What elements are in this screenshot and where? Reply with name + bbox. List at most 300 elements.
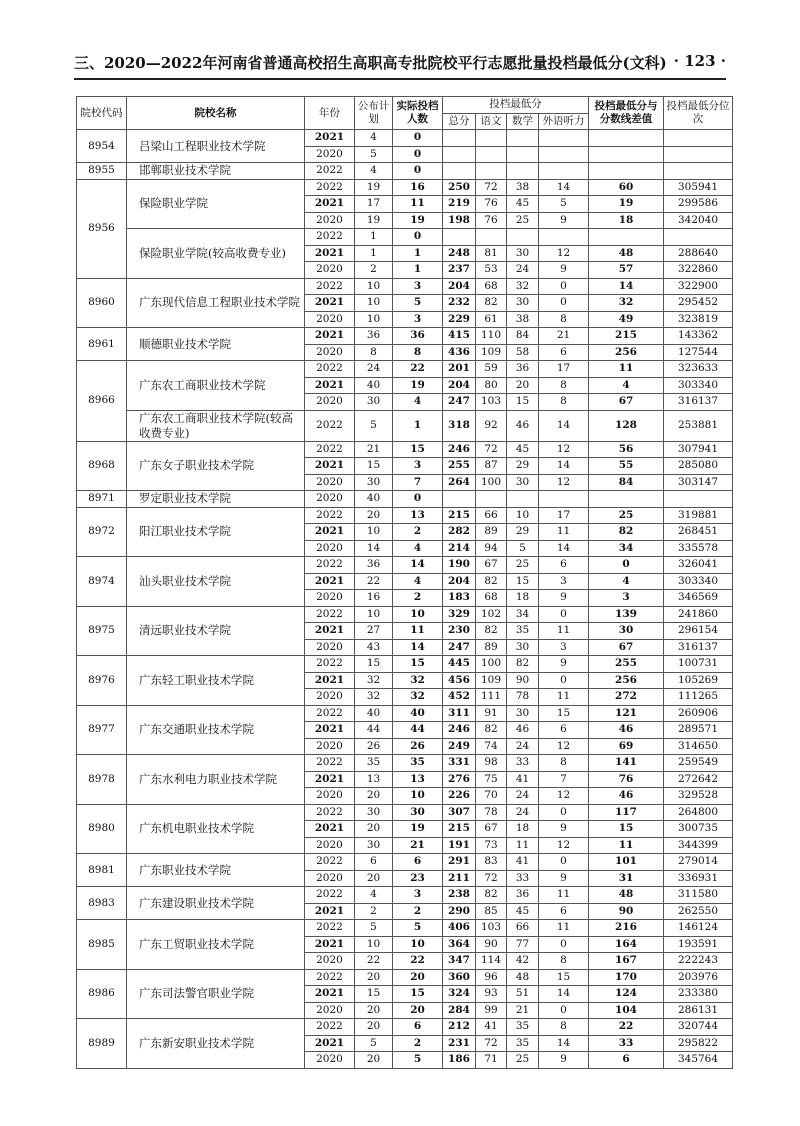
- cell-plan: 20: [355, 870, 393, 887]
- cell-listening: 21: [539, 328, 589, 345]
- cell-listening: 12: [539, 441, 589, 458]
- cell-rank: [664, 491, 733, 508]
- cell-rank: 289571: [664, 722, 733, 739]
- cell-total: 360: [443, 969, 476, 986]
- school-name: 广东建设职业技术学院: [127, 887, 305, 920]
- cell-year: 2022: [305, 887, 355, 904]
- cell-rank: [664, 229, 733, 246]
- cell-total: 231: [443, 1035, 476, 1052]
- cell-math: 30: [507, 705, 539, 722]
- cell-diff: 32: [589, 295, 664, 312]
- cell-listening: 9: [539, 870, 589, 887]
- col-min-score-group-header: 投档最低分: [443, 97, 589, 114]
- cell-enrolled: 32: [393, 689, 443, 706]
- cell-enrolled: 15: [393, 656, 443, 673]
- col-chinese-header: 语文: [476, 113, 507, 130]
- cell-chinese: 102: [476, 606, 507, 623]
- cell-diff: [589, 130, 664, 147]
- cell-year: 2021: [305, 196, 355, 213]
- cell-chinese: 72: [476, 870, 507, 887]
- cell-enrolled: 23: [393, 870, 443, 887]
- cell-diff: 104: [589, 1002, 664, 1019]
- cell-math: 36: [507, 887, 539, 904]
- cell-listening: 11: [539, 623, 589, 640]
- school-name: 清远职业技术学院: [127, 606, 305, 656]
- school-name: 邯郸职业技术学院: [127, 163, 305, 180]
- cell-plan: 15: [355, 986, 393, 1003]
- school-name: 广东新安职业技术学院: [127, 1019, 305, 1069]
- cell-chinese: 85: [476, 903, 507, 920]
- cell-math: 29: [507, 524, 539, 541]
- cell-enrolled: 1: [393, 262, 443, 279]
- table-header: [77, 97, 733, 130]
- cell-year: 2021: [305, 1035, 355, 1052]
- cell-math: 18: [507, 590, 539, 607]
- cell-plan: 40: [355, 491, 393, 508]
- cell-total: 191: [443, 837, 476, 854]
- school-code: 8980: [77, 804, 127, 854]
- cell-rank: 193591: [664, 936, 733, 953]
- cell-listening: 7: [539, 771, 589, 788]
- cell-total: 204: [443, 278, 476, 295]
- cell-enrolled: 10: [393, 606, 443, 623]
- cell-listening: 14: [539, 410, 589, 441]
- cell-year: 2020: [305, 474, 355, 491]
- cell-listening: 12: [539, 738, 589, 755]
- cell-listening: 3: [539, 639, 589, 656]
- cell-math: 33: [507, 870, 539, 887]
- school-name: 广东机电职业技术学院: [127, 804, 305, 854]
- cell-listening: 15: [539, 705, 589, 722]
- cell-math: 24: [507, 788, 539, 805]
- cell-year: 2022: [305, 804, 355, 821]
- cell-plan: 5: [355, 146, 393, 163]
- col-listening-header: 外语听力: [539, 113, 589, 130]
- cell-plan: 36: [355, 328, 393, 345]
- cell-chinese: 73: [476, 837, 507, 854]
- cell-rank: 259549: [664, 755, 733, 772]
- admission-score-table: [76, 96, 733, 1069]
- cell-rank: 322900: [664, 278, 733, 295]
- cell-plan: 21: [355, 441, 393, 458]
- table-row: [77, 278, 733, 295]
- cell-chinese: 111: [476, 689, 507, 706]
- cell-listening: 11: [539, 689, 589, 706]
- cell-rank: 344399: [664, 837, 733, 854]
- cell-total: 324: [443, 986, 476, 1003]
- cell-diff: 3: [589, 590, 664, 607]
- cell-math: 29: [507, 458, 539, 475]
- cell-enrolled: 2: [393, 903, 443, 920]
- cell-year: 2020: [305, 639, 355, 656]
- cell-plan: 4: [355, 130, 393, 147]
- cell-enrolled: 13: [393, 771, 443, 788]
- school-name: 顺德职业技术学院: [127, 328, 305, 361]
- cell-rank: 299586: [664, 196, 733, 213]
- cell-diff: 30: [589, 623, 664, 640]
- cell-year: 2021: [305, 328, 355, 345]
- cell-rank: 323633: [664, 361, 733, 378]
- cell-enrolled: 10: [393, 936, 443, 953]
- table-row: [77, 1019, 733, 1036]
- cell-diff: 11: [589, 837, 664, 854]
- col-name-header: 院校名称: [127, 97, 305, 130]
- cell-plan: 10: [355, 295, 393, 312]
- cell-listening: 8: [539, 755, 589, 772]
- cell-total: [443, 163, 476, 180]
- cell-listening: 14: [539, 986, 589, 1003]
- cell-diff: 11: [589, 361, 664, 378]
- cell-listening: 15: [539, 969, 589, 986]
- cell-chinese: 103: [476, 920, 507, 937]
- cell-total: 255: [443, 458, 476, 475]
- cell-year: 2020: [305, 590, 355, 607]
- cell-enrolled: 3: [393, 887, 443, 904]
- cell-math: [507, 163, 539, 180]
- cell-plan: 30: [355, 837, 393, 854]
- cell-total: 229: [443, 311, 476, 328]
- cell-rank: 100731: [664, 656, 733, 673]
- cell-diff: 34: [589, 540, 664, 557]
- cell-chinese: 94: [476, 540, 507, 557]
- cell-total: 318: [443, 410, 476, 441]
- cell-rank: 146124: [664, 920, 733, 937]
- cell-plan: 20: [355, 1052, 393, 1069]
- cell-diff: 56: [589, 441, 664, 458]
- cell-diff: 256: [589, 344, 664, 361]
- cell-total: 290: [443, 903, 476, 920]
- cell-enrolled: 4: [393, 573, 443, 590]
- cell-diff: 272: [589, 689, 664, 706]
- cell-enrolled: 35: [393, 755, 443, 772]
- cell-listening: 9: [539, 656, 589, 673]
- col-rank-header: 投档最低分位次: [664, 97, 733, 130]
- cell-listening: 0: [539, 804, 589, 821]
- cell-plan: 10: [355, 311, 393, 328]
- cell-listening: 6: [539, 557, 589, 574]
- cell-diff: 0: [589, 557, 664, 574]
- cell-year: 2022: [305, 854, 355, 871]
- cell-total: 219: [443, 196, 476, 213]
- school-name: 罗定职业技术学院: [127, 491, 305, 508]
- cell-year: 2022: [305, 361, 355, 378]
- cell-year: 2020: [305, 311, 355, 328]
- cell-listening: 0: [539, 1002, 589, 1019]
- cell-plan: 8: [355, 344, 393, 361]
- cell-plan: 30: [355, 394, 393, 411]
- cell-rank: 268451: [664, 524, 733, 541]
- table-row: [77, 920, 733, 937]
- cell-diff: 67: [589, 639, 664, 656]
- table-row: [77, 656, 733, 673]
- cell-enrolled: 19: [393, 377, 443, 394]
- cell-math: 25: [507, 557, 539, 574]
- cell-math: 36: [507, 361, 539, 378]
- cell-plan: 10: [355, 278, 393, 295]
- cell-chinese: 99: [476, 1002, 507, 1019]
- cell-diff: [589, 146, 664, 163]
- school-name: 广东水利电力职业技术学院: [127, 755, 305, 805]
- cell-chinese: 100: [476, 474, 507, 491]
- cell-listening: 9: [539, 590, 589, 607]
- cell-rank: 305941: [664, 179, 733, 196]
- cell-math: 45: [507, 441, 539, 458]
- cell-enrolled: 2: [393, 590, 443, 607]
- table-body: [77, 130, 733, 1069]
- school-name: 汕头职业技术学院: [127, 557, 305, 607]
- cell-math: [507, 491, 539, 508]
- cell-year: 2022: [305, 920, 355, 937]
- cell-enrolled: 13: [393, 507, 443, 524]
- cell-plan: 20: [355, 1019, 393, 1036]
- cell-plan: 10: [355, 524, 393, 541]
- table-row: [77, 179, 733, 196]
- cell-enrolled: 5: [393, 1052, 443, 1069]
- cell-math: 5: [507, 540, 539, 557]
- cell-chinese: 61: [476, 311, 507, 328]
- cell-math: 41: [507, 771, 539, 788]
- cell-year: 2022: [305, 755, 355, 772]
- school-name: 广东司法警官职业学院: [127, 969, 305, 1019]
- cell-rank: 335578: [664, 540, 733, 557]
- cell-listening: [539, 130, 589, 147]
- page-title: 三、2020—2022年河南省普通高校招生高职高专批院校平行志愿批量投档最低分(文科): [74, 54, 667, 72]
- cell-year: 2022: [305, 1019, 355, 1036]
- cell-rank: 233380: [664, 986, 733, 1003]
- cell-enrolled: 40: [393, 705, 443, 722]
- cell-chinese: 87: [476, 458, 507, 475]
- cell-listening: 17: [539, 507, 589, 524]
- cell-rank: 342040: [664, 212, 733, 229]
- cell-diff: 167: [589, 953, 664, 970]
- table-row: [77, 229, 733, 246]
- cell-diff: 139: [589, 606, 664, 623]
- cell-year: 2021: [305, 672, 355, 689]
- school-name: 广东农工商职业技术学院(较高收费专业): [127, 410, 305, 441]
- cell-year: 2020: [305, 394, 355, 411]
- cell-math: 35: [507, 1035, 539, 1052]
- cell-year: 2021: [305, 903, 355, 920]
- cell-year: 2022: [305, 229, 355, 246]
- col-total-header: 总分: [443, 113, 476, 130]
- cell-plan: 5: [355, 1035, 393, 1052]
- cell-math: 78: [507, 689, 539, 706]
- cell-diff: 60: [589, 179, 664, 196]
- cell-total: 230: [443, 623, 476, 640]
- cell-year: 2020: [305, 491, 355, 508]
- cell-diff: 48: [589, 245, 664, 262]
- cell-year: 2020: [305, 953, 355, 970]
- col-diff-header: 投档最低分与分数线差值: [589, 97, 664, 130]
- cell-total: 364: [443, 936, 476, 953]
- cell-diff: 117: [589, 804, 664, 821]
- cell-chinese: [476, 146, 507, 163]
- table-row: [77, 606, 733, 623]
- cell-enrolled: 26: [393, 738, 443, 755]
- cell-listening: 14: [539, 179, 589, 196]
- cell-rank: 279014: [664, 854, 733, 871]
- school-code: 8972: [77, 507, 127, 557]
- cell-chinese: 53: [476, 262, 507, 279]
- cell-listening: 17: [539, 361, 589, 378]
- cell-total: 347: [443, 953, 476, 970]
- cell-year: 2022: [305, 705, 355, 722]
- cell-rank: 300735: [664, 821, 733, 838]
- cell-plan: 44: [355, 722, 393, 739]
- cell-plan: 26: [355, 738, 393, 755]
- cell-chinese: 41: [476, 1019, 507, 1036]
- cell-math: 45: [507, 903, 539, 920]
- cell-total: 211: [443, 870, 476, 887]
- cell-year: 2022: [305, 606, 355, 623]
- cell-chinese: 103: [476, 394, 507, 411]
- cell-diff: 49: [589, 311, 664, 328]
- cell-enrolled: 44: [393, 722, 443, 739]
- cell-year: 2021: [305, 821, 355, 838]
- cell-enrolled: 0: [393, 491, 443, 508]
- cell-enrolled: 3: [393, 278, 443, 295]
- cell-chinese: 96: [476, 969, 507, 986]
- cell-plan: 15: [355, 656, 393, 673]
- cell-plan: 6: [355, 854, 393, 871]
- cell-rank: 264800: [664, 804, 733, 821]
- school-code: 8966: [77, 361, 127, 442]
- table-row: [77, 507, 733, 524]
- cell-math: 66: [507, 920, 539, 937]
- school-name: 吕梁山工程职业技术学院: [127, 130, 305, 163]
- cell-chinese: 90: [476, 936, 507, 953]
- cell-rank: 326041: [664, 557, 733, 574]
- cell-listening: 0: [539, 606, 589, 623]
- table-row: [77, 361, 733, 378]
- cell-listening: 0: [539, 672, 589, 689]
- school-code: 8983: [77, 887, 127, 920]
- school-name: 保险职业学院: [127, 179, 305, 229]
- cell-plan: 10: [355, 606, 393, 623]
- cell-enrolled: 21: [393, 837, 443, 854]
- cell-total: 183: [443, 590, 476, 607]
- cell-listening: [539, 163, 589, 180]
- cell-enrolled: 6: [393, 854, 443, 871]
- cell-chinese: 93: [476, 986, 507, 1003]
- cell-diff: 67: [589, 394, 664, 411]
- school-name: 保险职业学院(较高收费专业): [127, 229, 305, 279]
- table-row: [77, 804, 733, 821]
- cell-total: 246: [443, 441, 476, 458]
- cell-total: 232: [443, 295, 476, 312]
- school-name: 广东职业技术学院: [127, 854, 305, 887]
- table-row: [77, 854, 733, 871]
- cell-plan: 4: [355, 887, 393, 904]
- cell-chinese: 74: [476, 738, 507, 755]
- cell-rank: 303340: [664, 573, 733, 590]
- cell-enrolled: 5: [393, 920, 443, 937]
- cell-plan: 13: [355, 771, 393, 788]
- cell-total: [443, 146, 476, 163]
- cell-listening: 8: [539, 953, 589, 970]
- cell-plan: 2: [355, 262, 393, 279]
- cell-enrolled: 10: [393, 788, 443, 805]
- school-name: 广东农工商职业技术学院: [127, 361, 305, 411]
- cell-rank: 322860: [664, 262, 733, 279]
- cell-rank: 319881: [664, 507, 733, 524]
- cell-plan: 32: [355, 689, 393, 706]
- cell-listening: 12: [539, 788, 589, 805]
- cell-plan: 20: [355, 507, 393, 524]
- table-row: [77, 491, 733, 508]
- cell-year: 2021: [305, 936, 355, 953]
- cell-rank: 295822: [664, 1035, 733, 1052]
- cell-diff: 18: [589, 212, 664, 229]
- cell-enrolled: 0: [393, 146, 443, 163]
- cell-plan: 10: [355, 936, 393, 953]
- cell-enrolled: 2: [393, 1035, 443, 1052]
- cell-diff: 128: [589, 410, 664, 441]
- cell-math: 20: [507, 377, 539, 394]
- cell-diff: 4: [589, 573, 664, 590]
- cell-math: 82: [507, 656, 539, 673]
- cell-diff: 4: [589, 377, 664, 394]
- cell-year: 2021: [305, 524, 355, 541]
- school-code: 8961: [77, 328, 127, 361]
- cell-plan: 5: [355, 920, 393, 937]
- cell-chinese: 72: [476, 1035, 507, 1052]
- cell-plan: 19: [355, 212, 393, 229]
- cell-chinese: 66: [476, 507, 507, 524]
- cell-math: 58: [507, 344, 539, 361]
- table-row: [77, 441, 733, 458]
- cell-total: [443, 229, 476, 246]
- cell-listening: 9: [539, 212, 589, 229]
- cell-math: 24: [507, 804, 539, 821]
- cell-enrolled: 16: [393, 179, 443, 196]
- cell-rank: [664, 163, 733, 180]
- cell-year: 2021: [305, 245, 355, 262]
- cell-rank: 307941: [664, 441, 733, 458]
- cell-diff: 46: [589, 722, 664, 739]
- cell-math: 10: [507, 507, 539, 524]
- cell-chinese: 109: [476, 344, 507, 361]
- table-row: [77, 163, 733, 180]
- cell-listening: 0: [539, 936, 589, 953]
- cell-year: 2022: [305, 969, 355, 986]
- cell-year: 2021: [305, 458, 355, 475]
- school-name: 广东交通职业技术学院: [127, 705, 305, 755]
- school-code: 8955: [77, 163, 127, 180]
- cell-rank: 345764: [664, 1052, 733, 1069]
- cell-plan: 15: [355, 458, 393, 475]
- cell-diff: 14: [589, 278, 664, 295]
- cell-year: 2021: [305, 573, 355, 590]
- cell-rank: 143362: [664, 328, 733, 345]
- cell-year: 2020: [305, 212, 355, 229]
- cell-listening: 11: [539, 887, 589, 904]
- cell-total: 247: [443, 639, 476, 656]
- cell-listening: 6: [539, 903, 589, 920]
- cell-diff: 33: [589, 1035, 664, 1052]
- cell-plan: 14: [355, 540, 393, 557]
- cell-rank: 323819: [664, 311, 733, 328]
- cell-diff: 256: [589, 672, 664, 689]
- cell-total: 204: [443, 573, 476, 590]
- cell-rank: 303340: [664, 377, 733, 394]
- cell-rank: 329528: [664, 788, 733, 805]
- cell-diff: 141: [589, 755, 664, 772]
- cell-year: 2020: [305, 1052, 355, 1069]
- cell-plan: 27: [355, 623, 393, 640]
- cell-diff: 164: [589, 936, 664, 953]
- cell-listening: 9: [539, 262, 589, 279]
